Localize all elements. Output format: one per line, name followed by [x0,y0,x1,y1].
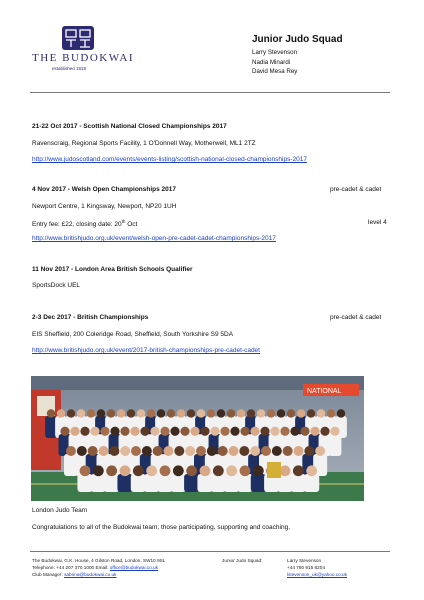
team-member-head [315,446,325,456]
team-member-head [67,409,75,417]
team-member-head [287,409,295,417]
team-member-head [283,446,293,456]
footer-club-info [32,557,165,578]
team-member-head [153,446,163,456]
team-member-head [107,409,115,417]
team-member-head [170,427,179,436]
team-member-head [187,409,195,417]
team-member-head [217,409,225,417]
team-member-figure [104,474,119,492]
team-member-head [90,427,99,436]
footer-squad-label: Junior Judo Squad: [222,558,263,563]
team-member-head [160,427,169,436]
squad-contact-name: Larry Stevenson [287,558,322,563]
contact-name: David Mesa Rey [252,68,298,75]
team-member-head [186,465,197,476]
event-entry-fee [32,219,137,228]
team-member-head [77,446,87,456]
team-member-head [47,409,55,417]
team-member-head [200,427,209,436]
team-member-head [80,465,91,476]
team-member-head [337,409,345,417]
team-member-figure [211,474,226,492]
team-member-head [164,446,174,456]
contact-name: Larry Stevenson [252,49,298,56]
team-member-head [213,465,224,476]
team-member-head [307,409,315,417]
team-member-head [261,446,271,456]
team-member-head [304,446,314,456]
team-member-head [142,446,152,456]
team-member-head [87,409,95,417]
team-member-head [147,409,155,417]
header-divider [30,92,390,93]
team-member-figure [77,474,92,492]
team-member-head [294,446,304,456]
team-member-head [157,409,165,417]
team-member-head [80,427,89,436]
team-member-head [237,409,245,417]
team-member-figure [171,474,186,492]
team-member-head [150,427,159,436]
footer-address: The Budokwai, G.K. House, 4 Gilston Road, London, SW10 9SL [32,558,166,563]
team-member-figure [251,474,266,492]
team-member-figure [91,474,106,492]
team-member-head [185,446,195,456]
banner-text: NATIONAL [307,388,342,395]
team-member-head [97,409,105,417]
team-member-head [267,409,275,417]
entry-fee-ordinal: th [121,219,126,224]
team-member-head [57,409,65,417]
logo-wordmark: THE BUDOKWAI [32,52,135,64]
team-member-figure [237,474,252,492]
team-member-head [317,409,325,417]
team-member-head [280,427,289,436]
event-title: 4 Nov 2017 - Welsh Open Championships 2017 [32,186,177,193]
team-member-head [218,446,228,456]
team-member-head [99,446,109,456]
congratulations-text: Congratulations to all of the Budokwai team; those participating, supporting and coaching. [32,524,290,531]
team-member-head [226,465,237,476]
team-member-figure [45,416,57,438]
team-member-head [327,409,335,417]
team-member-head [106,465,117,476]
team-member-head [109,446,119,456]
team-member-head [93,465,104,476]
event-level: level 4 [368,219,387,226]
team-member-head [173,465,184,476]
team-member-head [240,465,251,476]
trophy-icon [267,462,281,478]
team-member-figure [197,474,212,492]
team-member-head [174,446,184,456]
team-member-head [196,446,206,456]
office-email-link[interactable]: office@budokwai.co.uk [109,565,158,570]
team-member-head [297,409,305,417]
team-member-figure [117,474,132,492]
team-member-head [110,427,119,436]
team-member-head [160,465,171,476]
team-member-head [320,427,329,436]
team-member-head [60,427,69,436]
team-member-head [137,409,145,417]
event-venue: Newport Centre, 1 Kingsway, Newport, NP20 1UH [32,203,177,210]
team-member-head [167,409,175,417]
team-member-head [70,427,79,436]
event-category: pre-cadet & cadet [330,314,382,321]
team-member-head [239,446,249,456]
event-title: 21-22 Oct 2017 - Scottish National Closed Championships 2017 [32,123,227,130]
event-link[interactable]: http://www.britishjudo.org.uk/event/welsh-open-pre-cadet-cadet-championships-2017 [32,235,276,242]
footer-telephone: Telephone: +44 207 370 1000 Email: office@budokwai.co.uk [32,565,158,570]
team-member-figure [184,474,199,492]
team-member-figure [304,474,319,492]
entry-fee-month: Oct [125,221,138,229]
event-venue: EIS Sheffield, 200 Coleridge Road, Sheffield, South Yorkshire S9 5DA [32,331,234,338]
footer-squad-contact [287,557,347,578]
team-member-head [277,409,285,417]
team-member-head [220,427,229,436]
team-member-head [190,427,199,436]
team-member-head [257,409,265,417]
team-member-head [130,427,139,436]
team-member-head [227,409,235,417]
event-venue: Ravenscraig, Regional Sports Facility, 1 O'Donnell Way, Motherwell, ML1 2TZ [32,140,256,147]
team-member-head [280,465,291,476]
event-venue: SportsDock UEL [32,282,81,289]
document-title: Junior Judo Squad [252,34,343,45]
team-member-figure [131,474,146,492]
team-member-head [310,427,319,436]
manager-email-link[interactable]: sabrina@budokwai.co.uk [64,572,117,577]
team-member-head [293,465,304,476]
team-member-head [229,446,239,456]
team-member-head [180,427,189,436]
team-member-head [177,409,185,417]
team-member-head [66,446,76,456]
team-member-head [330,427,339,436]
event-link[interactable]: http://www.judoscotland.com/events/events-listing/scottish-national-closed-championships-2017 [32,156,307,163]
squad-email-link[interactable]: lstevenson_uk@yahoo.co.uk [287,572,348,577]
team-member-figure [157,474,172,492]
team-member-head [290,427,299,436]
team-member-head [250,446,260,456]
team-member-head [272,446,282,456]
logo-established: established 1918 [52,66,87,71]
team-member-head [207,446,217,456]
team-member-figure [291,474,306,492]
footer-divider [30,551,390,552]
team-member-head [88,446,98,456]
event-title: 11 Nov 2017 - London Area British Schools Qualifier [32,266,193,273]
team-member-head [230,427,239,436]
event-link[interactable]: http://www.britishjudo.org.uk/event/2017-british-championships-pre-cadet-cadet [32,347,260,354]
team-member-head [306,465,317,476]
team-member-head [127,409,135,417]
team-member-head [120,427,129,436]
team-member-figure [224,474,239,492]
entry-fee-text: Entry fee: £22, closing date: 20 [32,221,122,229]
team-member-head [253,465,264,476]
team-member-head [247,409,255,417]
team-member-head [197,409,205,417]
event-category: pre-cadet & cadet [330,186,382,193]
team-member-head [131,446,141,456]
team-member-head [146,465,157,476]
budokwai-emblem-icon [62,26,94,50]
team-member-head [140,427,149,436]
team-photo [31,376,364,501]
footer-manager: Club Manager: sabrina@budokwai.co.uk [32,572,117,577]
squad-contacts [252,48,297,77]
team-member-head [120,465,131,476]
team-member-head [117,409,125,417]
contact-name: Nadia Minardi [252,58,291,66]
team-member-head [210,427,219,436]
team-member-head [250,427,259,436]
team-member-head [240,427,249,436]
team-member-figure [329,434,342,456]
team-member-head [270,427,279,436]
event-title: 2-3 Dec 2017 - British Championships [32,314,149,321]
team-member-head [300,427,309,436]
team-member-head [100,427,109,436]
team-member-head [207,409,215,417]
team-member-head [77,409,85,417]
team-member-head [200,465,211,476]
team-member-head [260,427,269,436]
team-member-figure [144,474,159,492]
photo-caption: London Judo Team [32,507,88,514]
team-member-head [133,465,144,476]
team-member-head [120,446,130,456]
squad-contact-phone: +44 780 915 8204 [287,565,325,570]
